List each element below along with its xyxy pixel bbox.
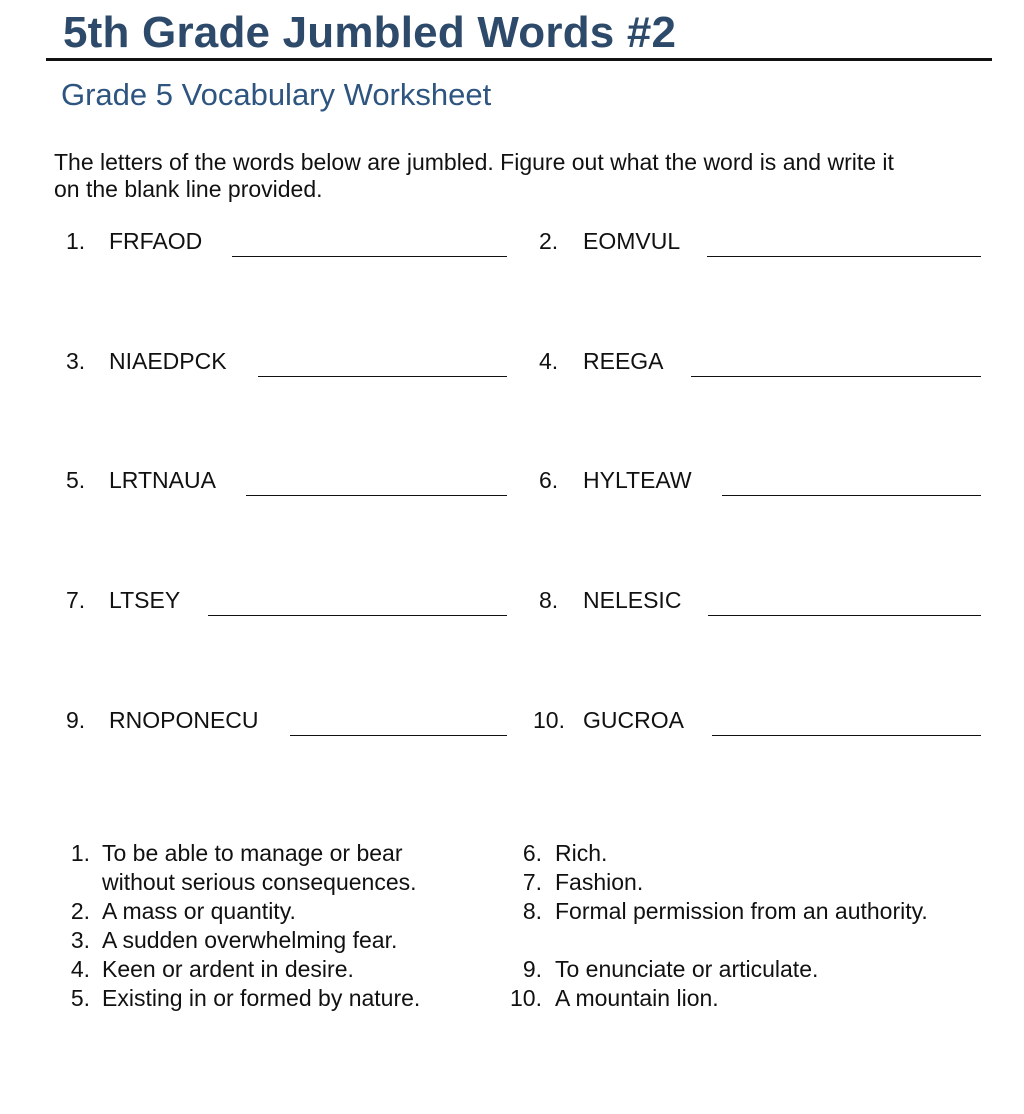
jumbled-word: GUCROA	[583, 707, 684, 733]
jumbled-word: NIAEDPCK	[109, 348, 227, 374]
clue-list-right	[0, 839, 1024, 1013]
clue-number: 2.	[70, 898, 90, 924]
clue-number: 9.	[522, 956, 542, 982]
item-number: 8.	[539, 587, 559, 613]
answer-line[interactable]	[712, 735, 981, 736]
clue-text: A mass or quantity.	[102, 898, 296, 924]
clue-text: To enunciate or articulate.	[555, 956, 819, 982]
clue-item	[0, 955, 1024, 984]
item-number: 10.	[533, 707, 565, 733]
clue-text: A mountain lion.	[555, 985, 719, 1011]
clue-text: Existing in or formed by nature.	[102, 985, 421, 1011]
jumbled-item	[0, 707, 1024, 747]
item-number: 5.	[66, 467, 86, 493]
clue-text: Formal permission from an authority.	[555, 898, 928, 924]
item-number: 9.	[66, 707, 86, 733]
item-number: 3.	[66, 348, 86, 374]
jumbled-word: EOMVUL	[583, 228, 681, 254]
answer-line[interactable]	[707, 256, 981, 257]
jumbled-item	[0, 228, 1024, 268]
clue-item	[0, 897, 1024, 955]
jumbled-item	[0, 348, 1024, 388]
worksheet-title: 5th Grade Jumbled Words #2	[63, 8, 677, 57]
clue-number: 8.	[522, 898, 542, 924]
clue-text-continued: without serious consequences.	[102, 869, 417, 895]
clue-text: A sudden overwhelming fear.	[102, 927, 398, 953]
clue-number: 5.	[70, 985, 90, 1011]
clue-text: Fashion.	[555, 869, 644, 895]
worksheet-subtitle: Grade 5 Vocabulary Worksheet	[61, 77, 492, 112]
jumbled-item	[0, 467, 1024, 507]
clue-number: 7.	[522, 869, 542, 895]
jumbled-word: RNOPONECU	[109, 707, 259, 733]
answer-line[interactable]	[708, 615, 981, 616]
item-number: 2.	[539, 228, 559, 254]
answer-line[interactable]	[722, 495, 981, 496]
instructions: The letters of the words below are jumbled. Figure out what the word is and write it on the blank line provided.	[54, 149, 894, 202]
clue-number: 4.	[70, 956, 90, 982]
jumbled-word: HYLTEAW	[583, 467, 692, 493]
clue-number: 10.	[510, 985, 542, 1011]
item-number: 4.	[539, 348, 559, 374]
clue-text: Keen or ardent in desire.	[102, 956, 354, 982]
clue-text: Rich.	[555, 840, 608, 866]
jumbled-item	[0, 587, 1024, 627]
clue-item	[0, 868, 1024, 897]
item-number: 6.	[539, 467, 559, 493]
title-divider	[46, 58, 992, 61]
clue-number: 1.	[70, 840, 90, 866]
jumbled-word: REEGA	[583, 348, 664, 374]
clue-item	[0, 839, 1024, 868]
jumbled-word: NELESIC	[583, 587, 682, 613]
clue-text: To be able to manage or bear	[102, 840, 403, 866]
clue-number: 6.	[522, 840, 542, 866]
answer-line[interactable]	[691, 376, 981, 377]
clue-item	[0, 984, 1024, 1013]
jumbled-word: LRTNAUA	[109, 467, 216, 493]
clue-number: 3.	[70, 927, 90, 953]
jumbled-word: FRFAOD	[109, 228, 203, 254]
item-number: 1.	[66, 228, 86, 254]
jumbled-word: LTSEY	[109, 587, 181, 613]
item-number: 7.	[66, 587, 86, 613]
